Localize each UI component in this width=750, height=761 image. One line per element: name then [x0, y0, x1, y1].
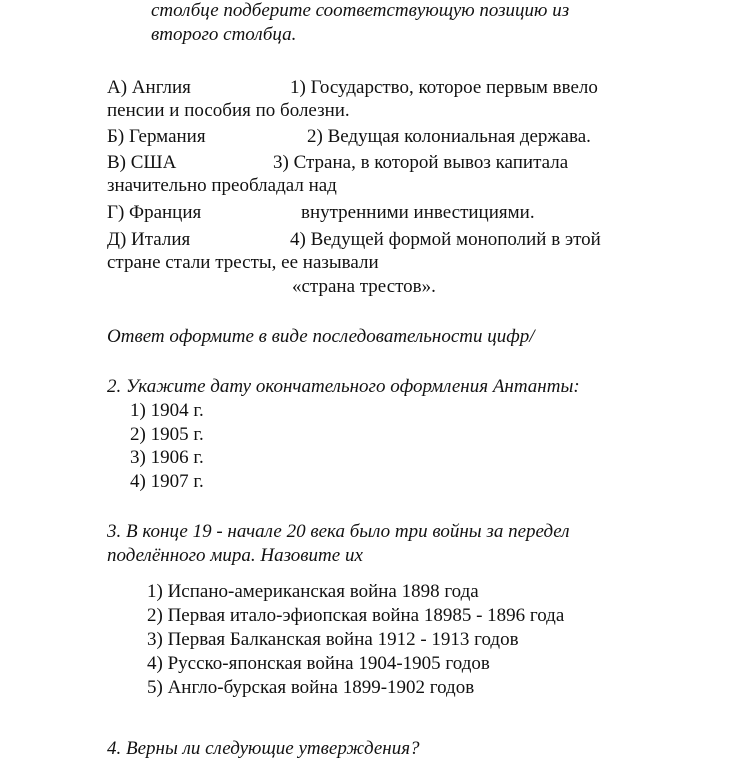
- match-right-4-cont: стране стали тресты, ее называли: [107, 252, 379, 273]
- q3-option-1: 1) Испано-американская война 1898 года: [147, 581, 479, 602]
- intro-line-2: второго столбца.: [151, 24, 297, 45]
- q2-title: 2. Укажите дату окончательного оформления Антанты:: [107, 376, 580, 397]
- match-right-1: 1) Государство, которое первым ввело: [290, 77, 598, 98]
- match-left-b: Б) Германия: [107, 126, 206, 147]
- q3-option-2: 2) Первая итало-эфиопская война 18985 - 1896 года: [147, 605, 565, 626]
- q3-option-4: 4) Русско-японская война 1904-1905 годов: [147, 653, 490, 674]
- match-right-3: 3) Страна, в которой вывоз капитала: [273, 152, 569, 173]
- match-left-d: Г) Франция: [107, 202, 202, 223]
- answer-instruction: Ответ оформите в виде последовательности цифр/: [107, 326, 535, 347]
- match-right-4: 4) Ведущей формой монополий в этой: [290, 229, 601, 250]
- q2-option-3: 3) 1906 г.: [130, 447, 204, 468]
- q3-option-3: 3) Первая Балканская война 1912 - 1913 годов: [147, 629, 519, 650]
- match-right-4-cont2: «страна трестов».: [292, 276, 436, 297]
- match-left-c: В) США: [107, 152, 177, 173]
- q2-option-4: 4) 1907 г.: [130, 471, 204, 492]
- q3-title-line-1: 3. В конце 19 - начале 20 века было три войны за передел: [107, 521, 570, 542]
- match-left-a: А) Англия: [107, 77, 191, 98]
- q2-option-2: 2) 1905 г.: [130, 424, 204, 445]
- q4-title: 4. Верны ли следующие утверждения?: [107, 738, 420, 759]
- q2-option-1: 1) 1904 г.: [130, 400, 204, 421]
- intro-line-1: столбце подберите соответствующую позицию из: [151, 0, 570, 21]
- q3-option-5: 5) Англо-бурская война 1899-1902 годов: [147, 677, 475, 698]
- match-right-3-cont2: внутренними инвестициями.: [301, 202, 535, 223]
- q3-title-line-2: поделённого мира. Назовите их: [107, 545, 363, 566]
- match-right-2: 2) Ведущая колониальная держава.: [307, 126, 591, 147]
- match-right-3-cont: значительно преобладал над: [107, 175, 337, 196]
- match-right-1-cont: пенсии и пособия по болезни.: [107, 100, 350, 121]
- match-left-e: Д) Италия: [107, 229, 191, 250]
